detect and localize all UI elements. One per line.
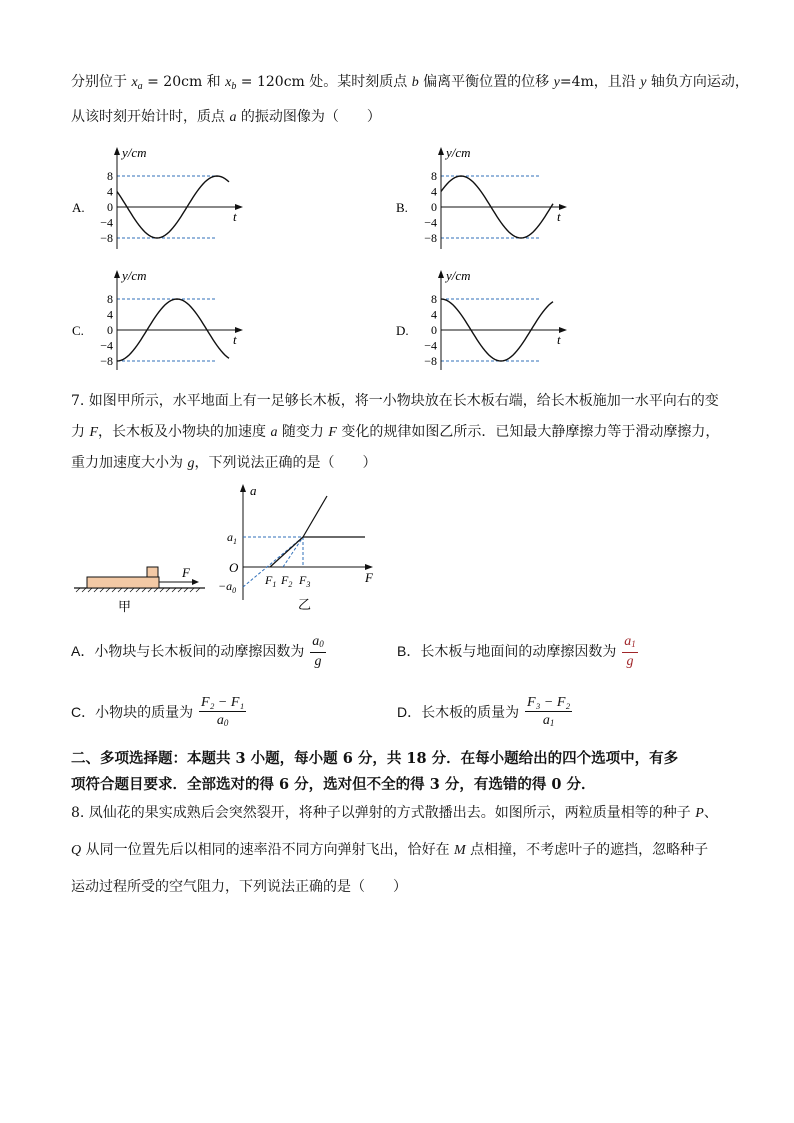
figure-label-jia: 甲 <box>118 599 132 614</box>
y-tick-label: 4 <box>107 184 113 199</box>
y-tick-label: 0 <box>107 200 113 214</box>
sub-a: a <box>137 81 143 92</box>
small-block <box>147 567 158 577</box>
a0-label: $-a_0$ <box>218 579 237 595</box>
y-axis-arrow <box>438 270 444 278</box>
fraction <box>199 695 246 732</box>
y-tick-label: 8 <box>431 292 437 306</box>
y-tick-label: 0 <box>107 323 113 337</box>
y-tick-label: −4 <box>100 215 113 230</box>
arrow-head <box>192 579 199 585</box>
q7-text: 重力加速度大小为 <box>71 455 188 471</box>
y-tick-label: −4 <box>424 338 437 353</box>
option-text: D．长木板的质量为 <box>397 704 520 721</box>
q6-text: = 20cm 和 <box>142 74 226 90</box>
q7-text: 随变力 <box>277 424 329 440</box>
y-tick-label: 4 <box>431 184 437 199</box>
denominator: g <box>626 654 634 669</box>
var-g: g <box>187 456 195 471</box>
origin-label: O <box>229 560 239 575</box>
graph-board <box>303 496 327 537</box>
f-axis-label: F <box>365 570 373 585</box>
q8-line-1 <box>71 803 718 824</box>
figure-jia <box>70 555 220 615</box>
q6-text: 轴负方向运动， <box>646 74 749 90</box>
var-y: y <box>553 75 560 90</box>
var-P: P <box>695 806 704 821</box>
y-tick-label: 8 <box>431 169 437 183</box>
sub-b: b <box>231 81 237 92</box>
a-axis-arrow <box>240 484 246 492</box>
numerator: a1 <box>622 634 638 653</box>
q6-line-1 <box>71 72 749 97</box>
denominator: g <box>314 654 322 669</box>
f1-label: $F_1$ <box>265 573 277 589</box>
figure-yi <box>215 482 385 617</box>
numerator: F₂ − F₁ <box>201 695 245 710</box>
q8-line-3 <box>71 877 407 897</box>
q7-text: 力 <box>71 424 90 440</box>
var-M: M <box>454 843 466 858</box>
q7-text: 7. 如图甲所示，水平地面上有一足够长木板，将一小物块放在长木板右端，给长木板施加一水平向右的变 <box>71 393 719 409</box>
t-axis-label: t <box>557 332 561 347</box>
section-heading: 项符合题目要求．全部选对的得 6 分，选对但不全的得 3 分，有选错的得 0 分． <box>71 776 596 793</box>
q7-text: 变化的规律如图乙所示．已知最大静摩擦力等于滑动摩擦力， <box>336 424 720 440</box>
q6-text: =4m，且沿 <box>559 74 641 90</box>
y-axis-label: y/cm <box>122 145 147 160</box>
section2-line-2 <box>71 775 596 795</box>
q7-line-3 <box>71 453 376 474</box>
f2-label: $F_2$ <box>281 573 293 589</box>
numerator: F₃ − F₂ <box>527 695 571 710</box>
q8-text: 点相撞，不考虑叶子的遮挡，忽略种子 <box>465 842 709 858</box>
q8-text: 运动过程所受的空气阻力，下列说法正确的是（ ） <box>71 879 407 895</box>
y-tick-label: −8 <box>100 354 113 368</box>
q6-text: 从该时刻开始计时，质点 <box>71 109 230 125</box>
y-tick-label: 0 <box>431 323 437 337</box>
f3-label: $F_3$ <box>299 573 311 589</box>
q6-text: 分别位于 <box>71 74 132 90</box>
section-heading: 二、多项选择题：本题共 3 小题，每小题 6 分，共 18 分．在每小题给出的四个选项中，有多 <box>71 750 679 767</box>
y-tick-label: −4 <box>100 338 113 353</box>
q7-option-c[interactable] <box>71 695 246 732</box>
var-a: a <box>229 110 237 125</box>
y-tick-label: 8 <box>107 169 113 183</box>
t-axis-label: t <box>233 332 237 347</box>
option-letter: D. <box>396 323 409 338</box>
y-tick-label: −8 <box>100 231 113 245</box>
numerator: a0 <box>310 634 326 653</box>
y-tick-label: 8 <box>107 292 113 306</box>
y-axis-arrow <box>114 147 120 155</box>
y-axis-arrow <box>114 270 120 278</box>
var-x: x <box>131 75 138 90</box>
q6-line-2 <box>71 107 381 128</box>
denominator: a1 <box>542 713 555 728</box>
long-board <box>87 577 159 588</box>
var-a: a <box>270 425 278 440</box>
var-F: F <box>89 425 99 440</box>
var-b: b <box>411 75 419 90</box>
q7-line-1 <box>71 391 719 411</box>
y-tick-label: 0 <box>431 200 437 214</box>
q7-option-b[interactable] <box>397 634 638 671</box>
var-y: y <box>640 75 647 90</box>
y-tick-label: 4 <box>431 307 437 322</box>
var-x: x <box>225 75 232 90</box>
option-text: B．长木板与地面间的动摩擦因数为 <box>397 643 617 660</box>
q8-text: 、 <box>703 805 718 821</box>
q8-line-2 <box>71 840 708 861</box>
section2-line-1 <box>71 749 678 769</box>
y-axis-label: y/cm <box>446 268 471 283</box>
a-axis-label: a <box>250 483 257 498</box>
option-text: A．小物块与长木板间的动摩擦因数为 <box>71 643 305 660</box>
var-Q: Q <box>71 843 82 858</box>
y-tick-label: −8 <box>424 231 437 245</box>
q7-line-2 <box>71 422 719 443</box>
option-letter: A. <box>72 200 85 215</box>
figure-label-yi: 乙 <box>298 597 312 612</box>
q7-option-d[interactable] <box>397 695 572 732</box>
y-axis-arrow <box>438 147 444 155</box>
q8-text: 从同一位置先后以相同的速率沿不同方向弹射飞出，恰好在 <box>81 842 455 858</box>
t-axis-label: t <box>233 209 237 224</box>
y-axis-label: y/cm <box>122 268 147 283</box>
denominator: a0 <box>216 713 229 728</box>
q6-text: 的振动图像为（ ） <box>236 109 381 125</box>
q6-text: 偏离平衡位置的位移 <box>418 74 554 90</box>
q7-text: ，长木板及小物块的加速度 <box>98 424 271 440</box>
option-letter: B. <box>396 200 408 215</box>
y-tick-label: −4 <box>424 215 437 230</box>
option-letter: C. <box>72 323 84 338</box>
y-tick-label: −8 <box>424 354 437 368</box>
q7-text: ，下列说法正确的是（ ） <box>194 455 377 471</box>
q7-option-a[interactable] <box>71 634 326 671</box>
a1-label: $a_1$ <box>227 530 237 546</box>
option-text: C．小物块的质量为 <box>71 704 194 721</box>
fraction <box>310 634 326 671</box>
force-label: F <box>182 565 190 580</box>
q8-text: 8. 凤仙花的果实成熟后会突然裂开，将种子以弹射的方式散播出去。如图所示，两粒质量相等的种子 <box>71 805 696 821</box>
fraction <box>622 634 638 671</box>
y-tick-label: 4 <box>107 307 113 322</box>
y-axis-label: y/cm <box>446 145 471 160</box>
t-axis-label: t <box>557 209 561 224</box>
q6-text: = 120cm 处。某时刻质点 <box>236 74 412 90</box>
oscillation-graphs <box>0 140 794 370</box>
var-F: F <box>328 425 337 440</box>
fraction <box>525 695 572 732</box>
